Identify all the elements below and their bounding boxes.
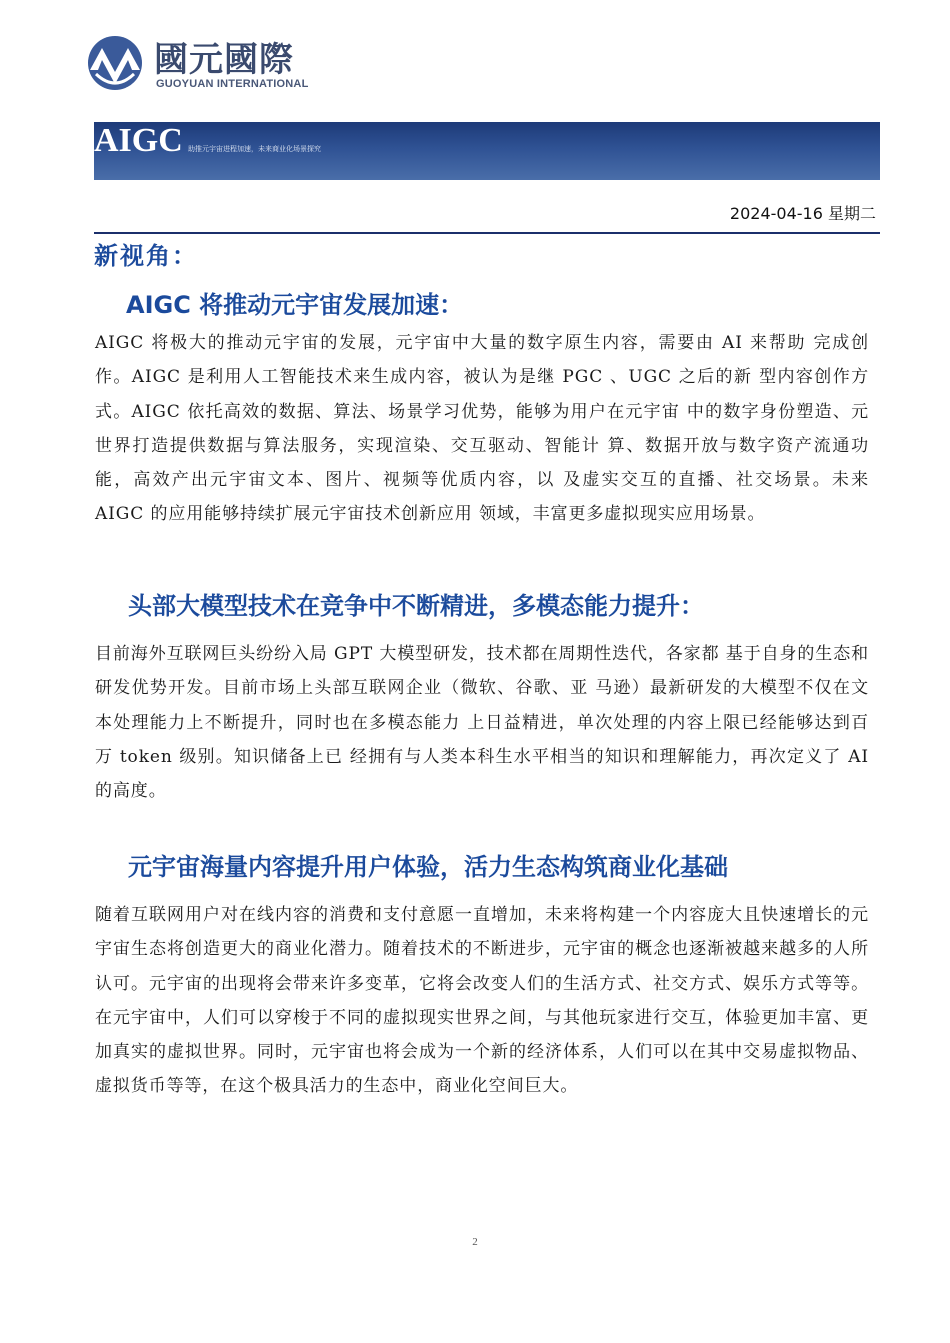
banner-title: AIGC <box>94 122 183 159</box>
main-heading: 新视角： <box>94 242 198 270</box>
section-body: AIGC 将极大的推动元宇宙的发展，元宇宙中大量的数字原生内容，需要由 AI 来帮助 完成创作。AIGC 是利用人工智能技术来生成内容，被认为是继 PGC 、UGC 之后的新 型内容创作方式。AIGC 依托高效的数据、算法、场景学习优势，能够为用户在元宇宙 中的数字身份塑造、元世界打造提供数据与算法服务，实现渲染、交互驱动、智能计 算、数据开放与数字资产流通功能，高效产出元宇宙文本、图片、视频等优质内容，以 及虚实交互的直播、社交场景。未来 AIGC 的应用能够持续扩展元宇宙技术创新应用 领域，丰富更多虚拟现实应用场景。 <box>95 333 869 525</box>
section-heading: 元宇宙海量内容提升用户体验，活力生态构筑商业化基础 <box>128 853 728 881</box>
guoyuan-logo-icon <box>84 34 146 92</box>
section-body: 目前海外互联网巨头纷纷入局 GPT 大模型研发，技术都在周期性迭代，各家都 基于自身的生态和研发优势开发。目前市场上头部互联网企业（微软、谷歌、亚 马逊）最新研发的大模型不仅在文本处理能力上不断提升，同时也在多模态能力 上日益精进，单次处理的内容上限已经能够达到百万 token 级别。知识储备上已 经拥有与人类本科生水平相当的知识和理解能力，再次定义了 AI 的高度。 <box>95 644 869 802</box>
section-heading: 头部大模型技术在竞争中不断精进，多模态能力提升： <box>128 592 704 620</box>
report-banner <box>94 122 880 180</box>
section-body: 随着互联网用户对在线内容的消费和支付意愿一直增加，未来将构建一个内容庞大且快速增长的元宇宙生态将创造更大的商业化潜力。随着技术的不断进步，元宇宙的概念也逐渐被越来越多的人所认可。元宇宙的出现将会带来许多变革，它将会改变人们的生活方式、社交方式、娱乐方式等等。 在元宇宙中，人们可以穿梭于不同的虚拟现实世界之间，与其他玩家进行交互，体验更加丰富、更加真实的虚拟世界。同时，元宇宙也将会成为一个新的经济体系，人们可以在其中交易虚拟物品、虚拟货币等等，在这个极具活力的生态中，商业化空间巨大。 <box>95 905 869 1097</box>
page-number: 2 <box>472 1236 478 1248</box>
logo-english-name: GUOYUAN INTERNATIONAL <box>156 78 309 90</box>
banner-subtitle: 助推元宇宙进程加速，未来商业化场景探究 <box>188 145 321 153</box>
logo-chinese-name: 國元國際 <box>154 40 294 80</box>
header-divider <box>94 232 880 234</box>
section-heading: AIGC 将推动元宇宙发展加速： <box>126 291 464 319</box>
report-date: 2024-04-16 星期二 <box>729 204 876 223</box>
